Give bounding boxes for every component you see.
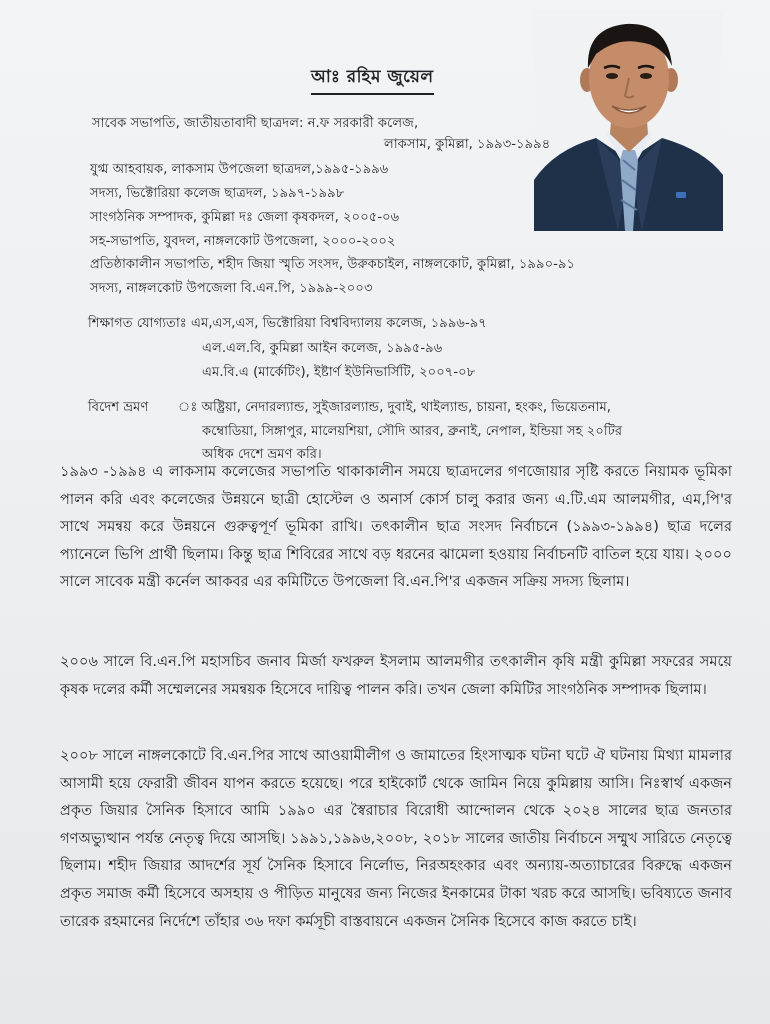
education-line-2: এল.এল.বি, কুমিল্লা আইন কলেজ, ১৯৯৫-৯৬ bbox=[202, 341, 443, 356]
portrait-photo bbox=[534, 10, 723, 231]
position-line-4: সদস্য, ভিক্টোরিয়া কলেজ ছাত্রদল, ১৯৯৭-১৯৯৮ bbox=[90, 186, 345, 201]
travel-line-3: অধিক দেশে ভ্রমণ করি। bbox=[202, 447, 322, 462]
position-line-1: সাবেক সভাপতি, জাতীয়তাবাদী ছাত্রদল: ন.ফ সরকারী কলেজ, bbox=[92, 116, 419, 131]
position-line-2: লাকসাম, কুমিল্লা, ১৯৯৩-১৯৯৪ bbox=[384, 137, 551, 152]
position-line-6: সহ-সভাপতি, যুবদল, নাঙ্গলকোট উপজেলা, ২০০০-২০০২ bbox=[90, 234, 396, 249]
paragraph-2: ২০০৬ সালে বি.এন.পি মহাসচিব জনাব মির্জা ফখরুল ইসলাম আলমগীর তৎকালীন কৃষি মন্ত্রী কুমিল্লা সফরের সময়ে কৃষক দলের কর্মী সম্মেলনের সমন্বয়ক হিসেবে দায়িত্ব পালন করি। তখন জেলা কমিটির সাংগঠনিক সম্পাদক ছিলাম। bbox=[60, 653, 732, 698]
travel-label: বিদেশ ভ্রমণ bbox=[88, 400, 149, 415]
position-line-5: সাংগঠনিক সম্পাদক, কুমিল্লা দঃ জেলা কৃষকদল, ২০০৫-০৬ bbox=[90, 210, 400, 225]
position-line-3: যুগ্ম আহবায়ক, লাকসাম উপজেলা ছাত্রদল,১৯৯৫-১৯৯৬ bbox=[90, 162, 389, 177]
education-line-3: এম.বি.এ (মার্কেটিং), ইষ্টার্ণ ইউনিভার্সিটি, ২০০৭-০৮ bbox=[202, 365, 476, 380]
education-line-1: শিক্ষাগত যোগ্যতাঃ এম,এস,এস, ভিক্টোরিয়া বিশ্ববিদ্যালয় কলেজ, ১৯৯৬-৯৭ bbox=[88, 316, 487, 331]
position-line-7: প্রতিষ্ঠাকালীন সভাপতি, শহীদ জিয়া স্মৃতি সংসদ, উরুকচাইল, নাঙ্গলকোট, কুমিল্লা, ১৯৯০-৯১ bbox=[90, 257, 576, 272]
travel-line-1: ঃ অষ্ট্রিয়া, নেদারল্যান্ড, সুইজারল্যান্ড, দুবাই, থাইল্যান্ড, চায়না, হংকং, ভিয়েতনাম, bbox=[178, 400, 611, 415]
travel-line-2: কম্বোডিয়া, সিঙ্গাপুর, মালেয়শিয়া, সৌদি আরব, ব্রুনাই, নেপাল, ইন্ডিয়া সহ ২০টির bbox=[202, 424, 623, 439]
position-line-8: সদস্য, নাঙ্গলকোট উপজেলা বি.এন.পি, ১৯৯৯-২০০৩ bbox=[90, 281, 373, 296]
paragraph-3: ২০০৮ সালে নাঙ্গলকোটে বি.এন.পির সাথে আওয়ামীলীগ ও জামাতের হিংসাত্মক ঘটনা ঘটে ঐ ঘটনায় মিথ্যা মামলার আসামী হয়ে ফেরারী জীবন যাপন করতে হয়েছে। পরে হাইকোর্ট থেকে জামিন নিয়ে কুমিল্লায় আসি। নিঃস্বার্থ একজন প্রকৃত জিয়ার সৈনিক হিসাবে আমি ১৯৯০ এর স্বৈরাচার বিরোধী আন্দোলন থেকে ২০২৪ সালের ছাত্র জনতার গণঅভ্যুত্থান পর্যন্ত নেতৃত্ব দিয়ে আসছি। ১৯৯১,১৯৯৬,২০০৮, ২০১৮ সালের জাতীয় নির্বাচনে সম্মুখ সারিতে নেতৃত্বে ছিলাম। শহীদ জিয়ার আদর্শের সূর্য সৈনিক হিসাবে নির্লোভ, নিরঅহংকার এবং অন্যায়-অত্যাচারের বিরুদ্ধে একজন প্রকৃত সমাজ কর্মী হিসেবে অসহায় ও পীড়িত মানুষের জন্য নিজের ইনকামের টাকা খরচ করে আসছি। ভবিষ্যতে জনাব তারেক রহমানের নির্দেশে তাঁহার ৩৬ দফা কর্মসূচী বাস্তবায়নে একজন সৈনিক হিসেবে কাজ করতে চাই। bbox=[60, 747, 732, 930]
paragraph-1: ১৯৯৩ -১৯৯৪ এ লাকসাম কলেজের সভাপতি থাকাকালীন সময়ে ছাত্রদলের গণজোয়ার সৃষ্টি করতে নিয়ামক ভূমিকা পালন করি এবং কলেজের উন্নয়নে ছাত্রী হোস্টেল ও অনার্স কোর্স চালু করার জন্য এ.টি.এম আলমগীর, এম,পি'র সাথে সমন্বয় করে উন্নয়নে গুরুত্বপূর্ণ ভূমিকা রাখি। তৎকালীন ছাত্র সংসদ নির্বাচনে (১৯৯৩-১৯৯৪) ছাত্র দলের প্যানেলে ভিপি প্রার্থী ছিলাম। কিন্তু ছাত্র শিবিরের সাথে বড় ধরনের ঝামেলা হওয়ায় নির্বাচনটি বাতিল হয়ে যায়। ২০০০ সালে সাবেক মন্ত্রী কর্নেল আকবর এর কমিটিতে উপজেলা বি.এন.পি'র একজন সক্রিয় সদস্য ছিলাম। bbox=[60, 463, 732, 591]
document-title: আঃ রহিম জুয়েল bbox=[311, 64, 434, 95]
